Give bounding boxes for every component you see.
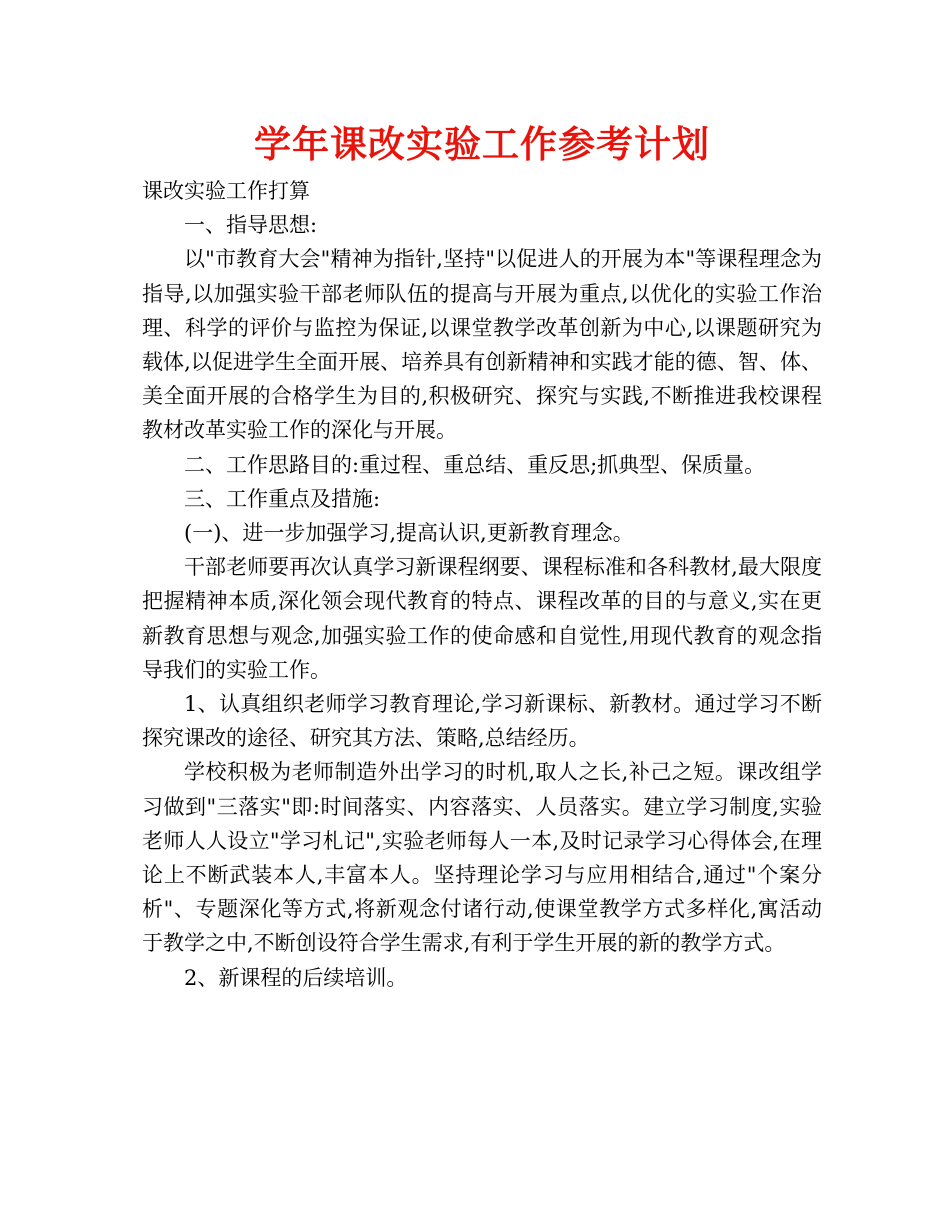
body-paragraph: 2、新课程的后续培训。	[184, 965, 408, 990]
body-paragraph: 以"市教育大会"精神为指针,坚持"以促进人的开展为本"等课程理念为指导,以加强实验干部老师队伍的提高与开展为重点,以优化的实验工作治理、科学的评价与监控为保证,以课堂教学改革创新为中心,以课题研究为载体,以促进学生全面开展、培养具有创新精神和实践才能的德、智、体、美全面开展的合格学生为目的,积极研究、探究与实践,不断推进我校课程教材改革实验工作的深化与开展。	[142, 247, 822, 443]
body-paragraph: 二、工作思路目的:重过程、重总结、重反思;抓典型、保质量。	[184, 452, 766, 477]
body-paragraph: 1、认真组织老师学习教育理论,学习新课标、新教材。通过学习不断探究课改的途径、研究其方法、策略,总结经历。	[142, 692, 822, 751]
document-title: 学年课改实验工作参考计划	[254, 123, 710, 166]
body-paragraph: 学校积极为老师制造外出学习的时机,取人之长,补己之短。课改组学习做到"三落实"即:时间落实、内容落实、人员落实。建立学习制度,实验老师人人设立"学习札记",实验老师每人一本,及时记录学习心得体会,在理论上不断武装本人,丰富本人。坚持理论学习与应用相结合,通过"个案分析"、专题深化等方式,将新观念付诸行动,使课堂教学方式多样化,寓活动于教学之中,不断创设符合学生需求,有利于学生开展的新的教学方式。	[142, 760, 822, 956]
body-paragraph: 课改实验工作打算	[142, 179, 310, 203]
document-body	[142, 174, 822, 995]
body-paragraph: 三、工作重点及措施:	[184, 486, 381, 511]
body-paragraph: 干部老师要再次认真学习新课程纲要、课程标准和各科教材,最大限度把握精神本质,深化领会现代教育的特点、课程改革的目的与意义,实在更新教育思想与观念,加强实验工作的使命感和自觉性,用现代教育的观念指导我们的实验工作。	[142, 555, 822, 682]
body-paragraph: (一)、进一步加强学习,提高认识,更新教育理念。	[184, 521, 634, 546]
body-paragraph: 一、指导思想:	[184, 213, 318, 238]
